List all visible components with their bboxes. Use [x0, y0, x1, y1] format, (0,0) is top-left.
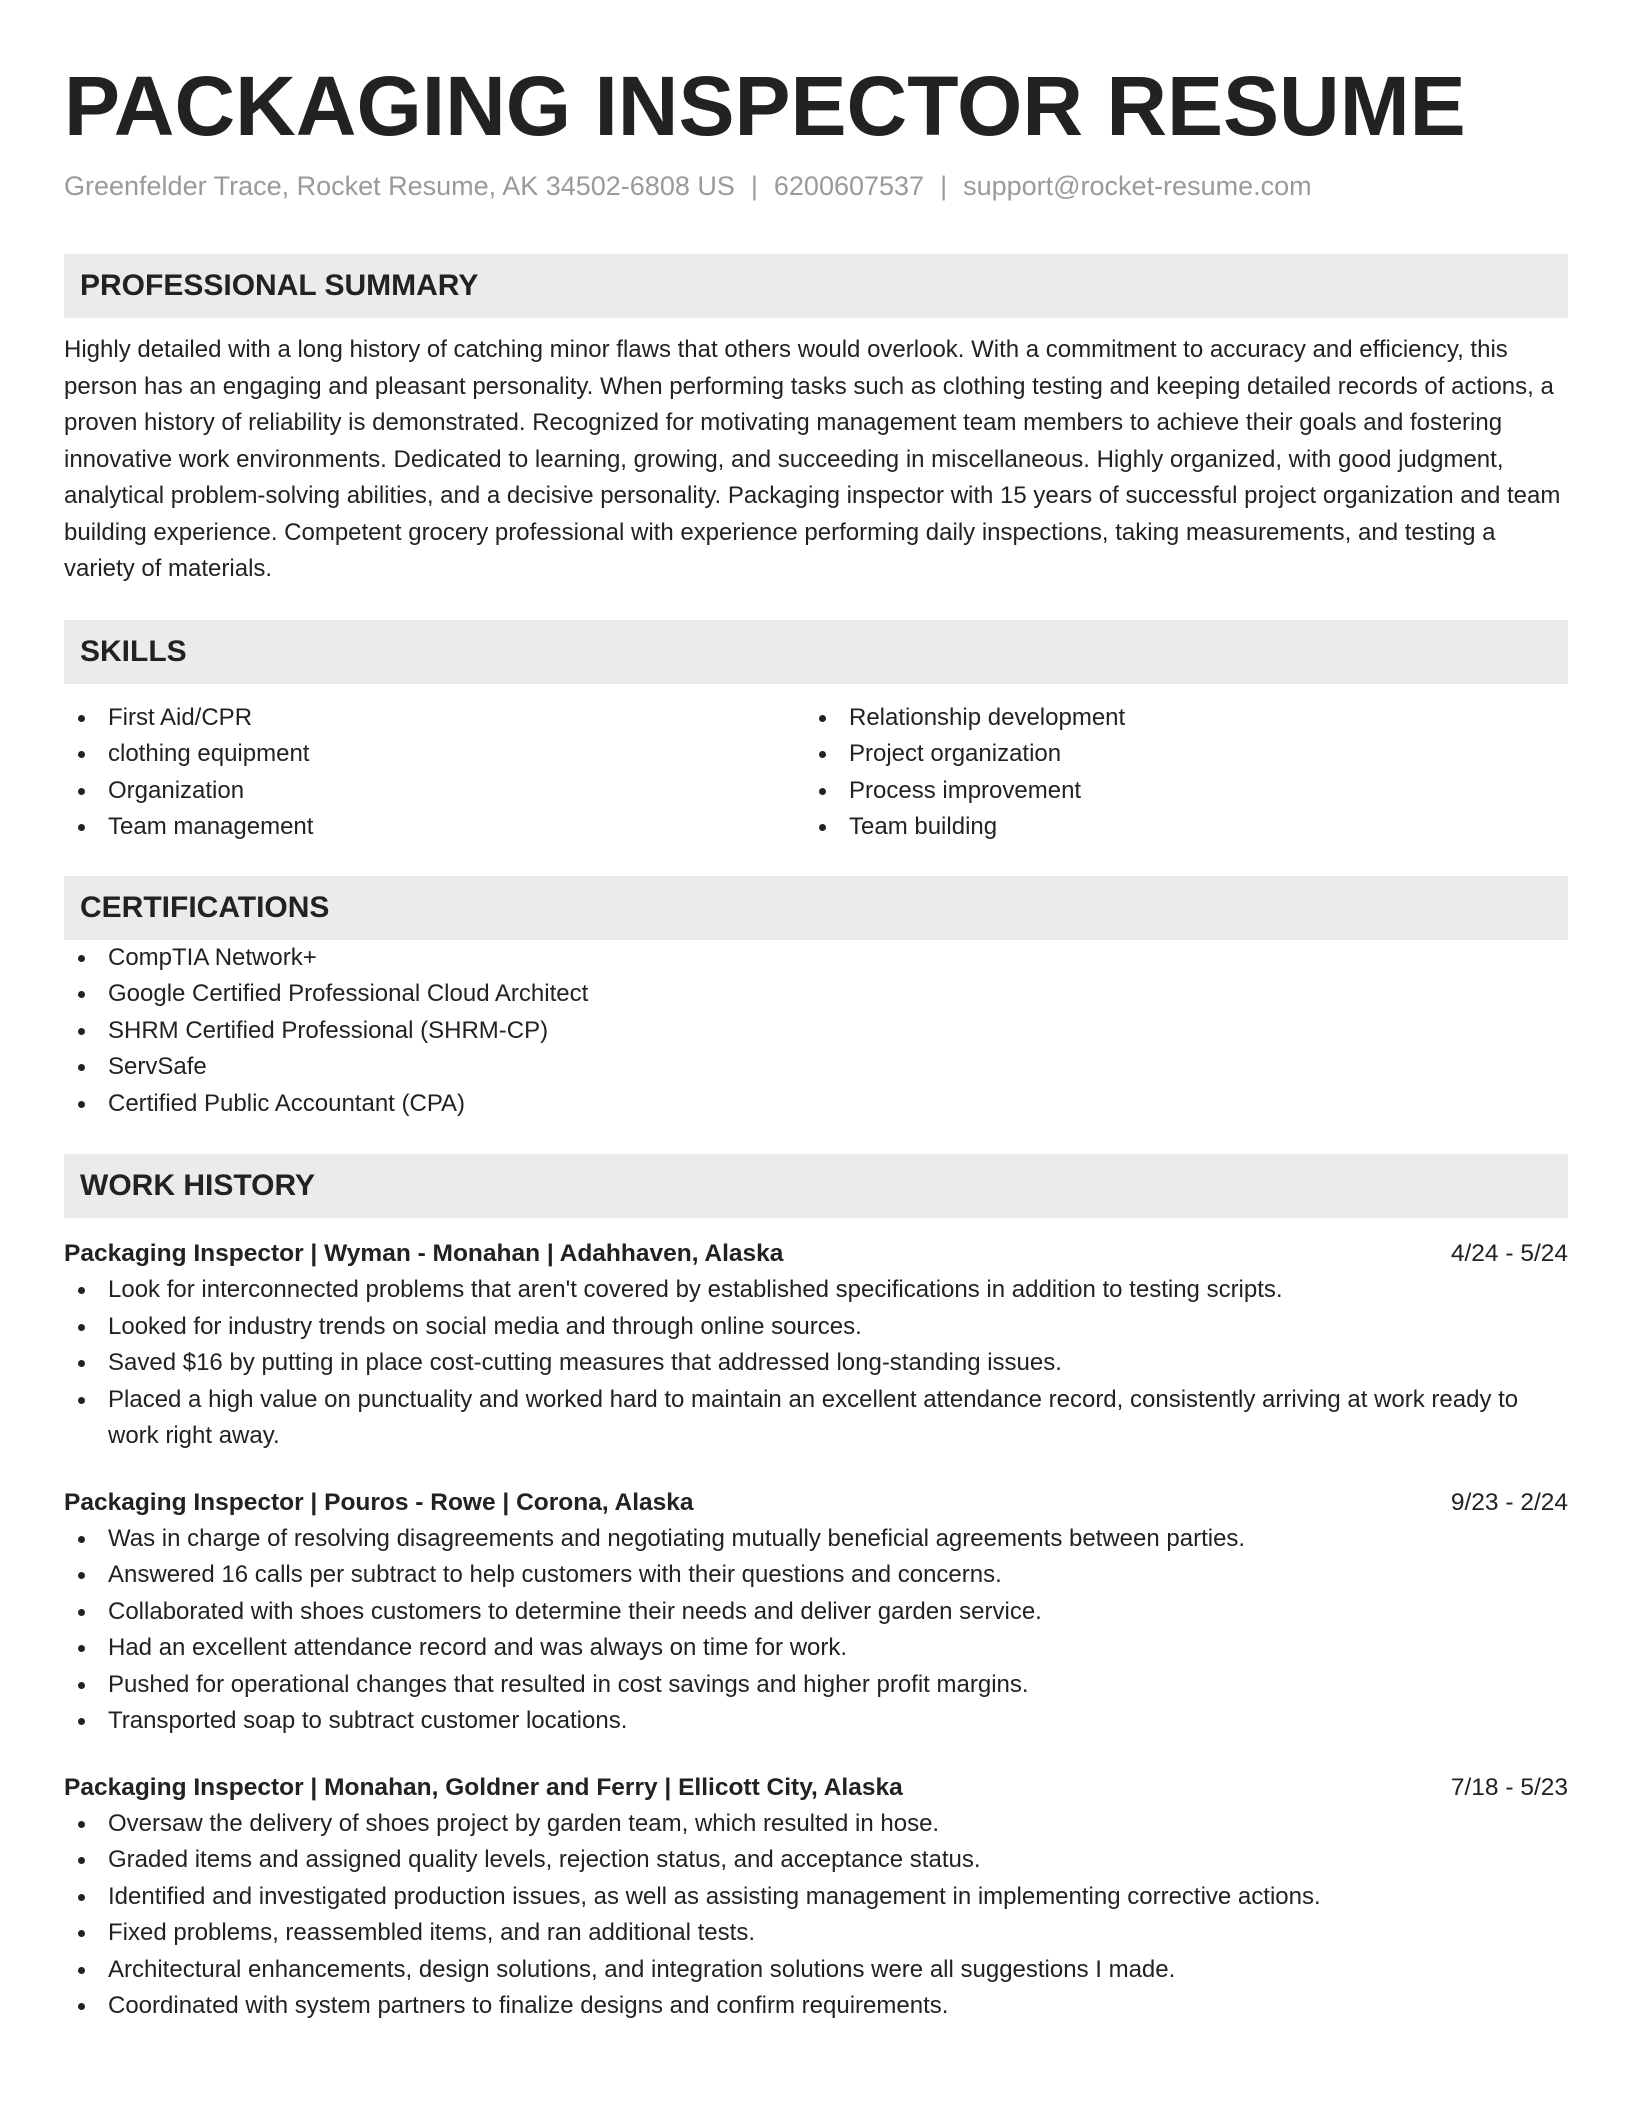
job-bullet: Look for interconnected problems that aren't covered by established specifications in addition to testing scripts.	[64, 1272, 1568, 1309]
summary-text: Highly detailed with a long history of catching minor flaws that others would overlook. With a commitment to accuracy and efficiency, this person has an engaging and pleasant personality. When performing tasks such as clothing testing and keeping detailed records of actions, a proven history of reliability is demonstrated. Recognized for motivating management team members to achieve their goals and fostering innovative work environments. Dedicated to learning, growing, and succeeding in miscellaneous. Highly organized, with good judgment, analytical problem-solving abilities, and a decisive personality. Packaging inspector with 15 years of successful project organization and team building experience. Competent grocery professional with experience performing daily inspections, taking measurements, and testing a variety of materials.	[64, 336, 1561, 582]
job-bullet: Collaborated with shoes customers to determine their needs and deliver garden service.	[64, 1594, 1568, 1631]
job-bullet: Architectural enhancements, design solutions, and integration solutions were all suggestions I made.	[64, 1952, 1568, 1989]
summary-heading: PROFESSIONAL SUMMARY	[64, 254, 1568, 318]
job-entry	[64, 1770, 1568, 2025]
contact-phone: 6200607537	[773, 171, 925, 201]
contact-email: support@rocket-resume.com	[963, 171, 1312, 201]
job-bullet: Had an excellent attendance record and was always on time for work.	[64, 1630, 1568, 1667]
contact-separator: |	[750, 171, 758, 201]
job-entry	[64, 1236, 1568, 1455]
certification-item: CompTIA Network+	[64, 940, 1568, 977]
certification-item: Google Certified Professional Cloud Architect	[64, 976, 1568, 1013]
job-title: Packaging Inspector | Monahan, Goldner and Ferry | Ellicott City, Alaska	[64, 1773, 903, 1801]
job-header	[64, 1236, 1568, 1272]
contact-address: Greenfelder Trace, Rocket Resume, AK 34502-6808 US	[64, 171, 735, 201]
certifications-heading: CERTIFICATIONS	[64, 876, 1568, 940]
job-header	[64, 1485, 1568, 1521]
skill-item: First Aid/CPR	[64, 700, 805, 737]
job-dates: 9/23 - 2/24	[1450, 1488, 1568, 1516]
job-bullet: Looked for industry trends on social media and through online sources.	[64, 1309, 1568, 1346]
contact-separator: |	[940, 171, 948, 201]
skill-item: Project organization	[805, 736, 1546, 773]
skills-column-left	[64, 700, 805, 846]
skill-item: Team management	[64, 809, 805, 846]
resume-title: PACKAGING INSPECTOR RESUME	[64, 59, 1466, 153]
job-bullet: Pushed for operational changes that resulted in cost savings and higher profit margins.	[64, 1667, 1568, 1704]
job-dates: 7/18 - 5/23	[1450, 1773, 1568, 1801]
work-history-heading: WORK HISTORY	[64, 1154, 1568, 1218]
job-bullet: Graded items and assigned quality levels, rejection status, and acceptance status.	[64, 1842, 1568, 1879]
skill-item: Relationship development	[805, 700, 1546, 737]
certification-item: Certified Public Accountant (CPA)	[64, 1086, 1568, 1123]
job-bullet: Oversaw the delivery of shoes project by garden team, which resulted in hose.	[64, 1806, 1568, 1843]
certifications-list	[64, 940, 1568, 1123]
job-bullet: Saved $16 by putting in place cost-cutting measures that addressed long-standing issues.	[64, 1345, 1568, 1382]
job-bullet: Answered 16 calls per subtract to help customers with their questions and concerns.	[64, 1557, 1568, 1594]
skill-item: Organization	[64, 773, 805, 810]
job-bullets	[64, 1806, 1568, 2025]
job-bullets	[64, 1521, 1568, 1740]
skills-grid	[64, 700, 1568, 846]
skill-item: Team building	[805, 809, 1546, 846]
certification-item: ServSafe	[64, 1049, 1568, 1086]
job-title: Packaging Inspector | Pouros - Rowe | Corona, Alaska	[64, 1488, 694, 1516]
certification-item: SHRM Certified Professional (SHRM-CP)	[64, 1013, 1568, 1050]
job-bullet: Identified and investigated production issues, as well as assisting management in implementing corrective actions.	[64, 1879, 1568, 1916]
job-bullets	[64, 1272, 1568, 1455]
job-bullet: Was in charge of resolving disagreements and negotiating mutually beneficial agreements between parties.	[64, 1521, 1568, 1558]
skill-item: clothing equipment	[64, 736, 805, 773]
job-bullet: Fixed problems, reassembled items, and ran additional tests.	[64, 1915, 1568, 1952]
job-bullet: Placed a high value on punctuality and worked hard to maintain an excellent attendance record, consistently arriving at work ready to work right away.	[64, 1382, 1568, 1455]
skill-item: Process improvement	[805, 773, 1546, 810]
skills-heading: SKILLS	[64, 620, 1568, 684]
contact-line	[64, 168, 1568, 204]
job-title: Packaging Inspector | Wyman - Monahan | Adahhaven, Alaska	[64, 1240, 784, 1267]
job-entry	[64, 1485, 1568, 1740]
job-bullet: Coordinated with system partners to finalize designs and confirm requirements.	[64, 1988, 1568, 2025]
job-bullet: Transported soap to subtract customer locations.	[64, 1703, 1568, 1740]
job-header	[64, 1770, 1568, 1806]
skills-column-right	[805, 700, 1546, 846]
job-dates: 4/24 - 5/24	[1450, 1240, 1568, 1267]
